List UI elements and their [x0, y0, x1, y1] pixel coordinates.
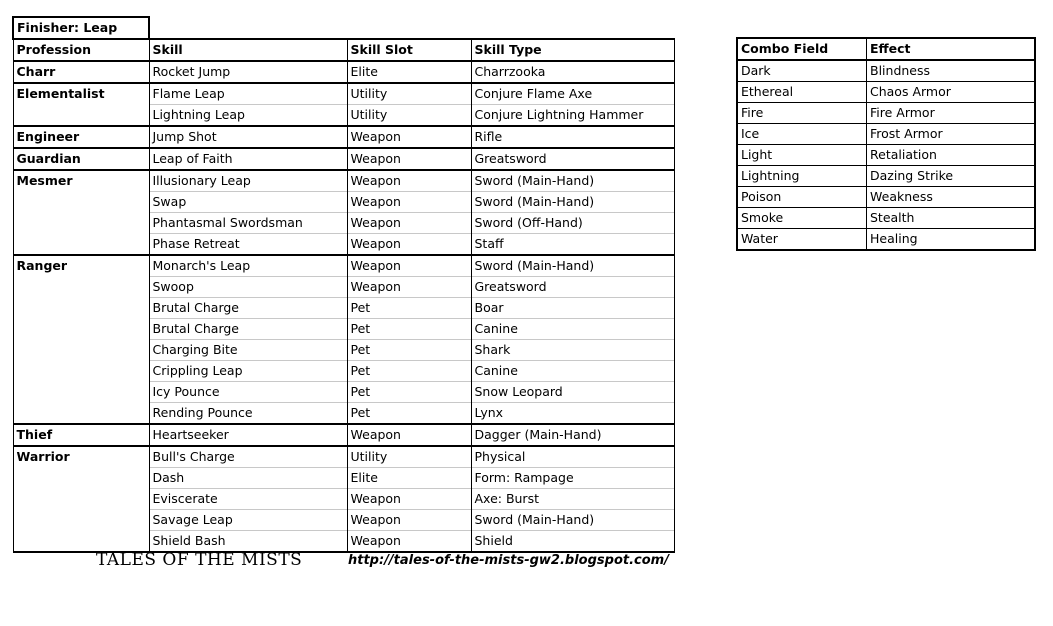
combo-field-cell: Ethereal: [737, 82, 867, 103]
skill-type-cell: Sword (Main-Hand): [471, 510, 674, 531]
combo-row: [737, 166, 1035, 187]
effect-cell: Blindness: [867, 60, 1036, 82]
skill-slot-cell: Weapon: [347, 255, 471, 277]
skill-slot-cell: Weapon: [347, 277, 471, 298]
skill-slot-cell: Utility: [347, 83, 471, 105]
skill-slot-cell: Weapon: [347, 531, 471, 553]
skill-cell: Eviscerate: [149, 489, 347, 510]
effect-cell: Weakness: [867, 187, 1036, 208]
combo-field-cell: Ice: [737, 124, 867, 145]
site-url[interactable]: http://tales-of-the-mists-gw2.blogspot.com/: [348, 553, 669, 568]
skill-slot-cell: Elite: [347, 61, 471, 83]
profession-cell: Elementalist: [13, 83, 149, 105]
skill-type-cell: Sword (Main-Hand): [471, 255, 674, 277]
table-row: [13, 192, 674, 213]
profession-cell: Mesmer: [13, 170, 149, 192]
combo-field-cell: Water: [737, 229, 867, 251]
table-row: [13, 234, 674, 256]
skill-type-cell: Lynx: [471, 403, 674, 425]
skill-slot-cell: Weapon: [347, 126, 471, 148]
tales-of-the-mists-logo: TALES OF THE MISTS: [96, 550, 303, 570]
skill-slot-cell: Weapon: [347, 192, 471, 213]
skill-slot-cell: Utility: [347, 105, 471, 127]
table-title: Finisher: Leap: [13, 17, 149, 39]
skill-type-cell: Canine: [471, 361, 674, 382]
effect-cell: Fire Armor: [867, 103, 1036, 124]
header-profession: Profession: [13, 39, 149, 61]
combo-row: [737, 208, 1035, 229]
header-skill-slot: Skill Slot: [347, 39, 471, 61]
skill-cell: Swap: [149, 192, 347, 213]
skill-type-cell: Sword (Off-Hand): [471, 213, 674, 234]
skill-slot-cell: Weapon: [347, 510, 471, 531]
table-row: [13, 170, 674, 192]
header-skill: Skill: [149, 39, 347, 61]
skill-cell: Brutal Charge: [149, 319, 347, 340]
combo-field-cell: Dark: [737, 60, 867, 82]
combo-row: [737, 145, 1035, 166]
skill-cell: Phantasmal Swordsman: [149, 213, 347, 234]
header-row: [13, 39, 674, 61]
profession-cell-empty: [13, 277, 149, 298]
header-effect: Effect: [867, 38, 1036, 60]
skill-type-cell: Snow Leopard: [471, 382, 674, 403]
skill-cell: Bull's Charge: [149, 446, 347, 468]
table-row: [13, 83, 674, 105]
profession-cell-empty: [13, 213, 149, 234]
combo-row: [737, 82, 1035, 103]
skill-type-cell: Physical: [471, 446, 674, 468]
table-row: [13, 489, 674, 510]
profession-cell: Warrior: [13, 446, 149, 468]
table-row: [13, 382, 674, 403]
effect-cell: Retaliation: [867, 145, 1036, 166]
profession-cell-empty: [13, 489, 149, 510]
table-row: [13, 126, 674, 148]
skill-type-cell: Canine: [471, 319, 674, 340]
table-title-row: [13, 17, 674, 39]
skill-cell: Crippling Leap: [149, 361, 347, 382]
skill-cell: Jump Shot: [149, 126, 347, 148]
skill-type-cell: Conjure Lightning Hammer: [471, 105, 674, 127]
table-row: [13, 361, 674, 382]
skill-type-cell: Shark: [471, 340, 674, 361]
combo-field-cell: Light: [737, 145, 867, 166]
skill-slot-cell: Weapon: [347, 234, 471, 256]
profession-cell-empty: [13, 531, 149, 553]
skill-type-cell: Charrzooka: [471, 61, 674, 83]
combo-field-cell: Lightning: [737, 166, 867, 187]
profession-cell: Engineer: [13, 126, 149, 148]
skill-slot-cell: Weapon: [347, 213, 471, 234]
skill-cell: Phase Retreat: [149, 234, 347, 256]
profession-cell-empty: [13, 340, 149, 361]
combo-field-cell: Smoke: [737, 208, 867, 229]
profession-cell-empty: [13, 234, 149, 256]
skill-cell: Flame Leap: [149, 83, 347, 105]
profession-cell-empty: [13, 298, 149, 319]
combo-row: [737, 229, 1035, 251]
skill-type-cell: Axe: Burst: [471, 489, 674, 510]
table-row: [13, 105, 674, 127]
skill-cell: Brutal Charge: [149, 298, 347, 319]
skill-slot-cell: Pet: [347, 340, 471, 361]
skill-cell: Lightning Leap: [149, 105, 347, 127]
skill-cell: Illusionary Leap: [149, 170, 347, 192]
skill-slot-cell: Weapon: [347, 424, 471, 446]
skill-slot-cell: Utility: [347, 446, 471, 468]
skill-slot-cell: Pet: [347, 319, 471, 340]
combo-field-table: [736, 37, 1036, 251]
skill-type-cell: Sword (Main-Hand): [471, 170, 674, 192]
skill-type-cell: Form: Rampage: [471, 468, 674, 489]
combo-row: [737, 103, 1035, 124]
skill-cell: Leap of Faith: [149, 148, 347, 170]
effect-cell: Healing: [867, 229, 1036, 251]
table-row: [13, 255, 674, 277]
profession-cell-empty: [13, 403, 149, 425]
skill-cell: Rending Pounce: [149, 403, 347, 425]
skill-slot-cell: Weapon: [347, 148, 471, 170]
skill-type-cell: Conjure Flame Axe: [471, 83, 674, 105]
skill-cell: Rocket Jump: [149, 61, 347, 83]
profession-cell-empty: [13, 105, 149, 127]
table-row: [13, 148, 674, 170]
skill-cell: Icy Pounce: [149, 382, 347, 403]
profession-cell: Charr: [13, 61, 149, 83]
skill-cell: Heartseeker: [149, 424, 347, 446]
profession-cell-empty: [13, 361, 149, 382]
skill-cell: Swoop: [149, 277, 347, 298]
profession-cell-empty: [13, 510, 149, 531]
profession-cell-empty: [13, 319, 149, 340]
finisher-leap-table: [12, 16, 675, 553]
skill-cell: Shield Bash: [149, 531, 347, 553]
skill-slot-cell: Elite: [347, 468, 471, 489]
profession-cell: Thief: [13, 424, 149, 446]
skill-type-cell: Boar: [471, 298, 674, 319]
skill-slot-cell: Pet: [347, 382, 471, 403]
table-row: [13, 340, 674, 361]
table-row: [13, 468, 674, 489]
combo-field-cell: Poison: [737, 187, 867, 208]
skill-slot-cell: Pet: [347, 403, 471, 425]
table-row: [13, 319, 674, 340]
table-row: [13, 277, 674, 298]
effect-cell: Stealth: [867, 208, 1036, 229]
skill-slot-cell: Weapon: [347, 170, 471, 192]
skill-type-cell: Dagger (Main-Hand): [471, 424, 674, 446]
table-row: [13, 531, 674, 553]
skill-cell: Monarch's Leap: [149, 255, 347, 277]
effect-cell: Chaos Armor: [867, 82, 1036, 103]
skill-cell: Savage Leap: [149, 510, 347, 531]
skill-type-cell: Greatsword: [471, 277, 674, 298]
combo-header-row: [737, 38, 1035, 60]
table-row: [13, 510, 674, 531]
profession-cell-empty: [13, 382, 149, 403]
skill-slot-cell: Weapon: [347, 489, 471, 510]
table-row: [13, 298, 674, 319]
skill-type-cell: Sword (Main-Hand): [471, 192, 674, 213]
header-combo-field: Combo Field: [737, 38, 867, 60]
table-row: [13, 424, 674, 446]
skill-cell: Charging Bite: [149, 340, 347, 361]
combo-row: [737, 187, 1035, 208]
table-row: [13, 61, 674, 83]
combo-row: [737, 124, 1035, 145]
combo-field-cell: Fire: [737, 103, 867, 124]
skill-slot-cell: Pet: [347, 298, 471, 319]
header-skill-type: Skill Type: [471, 39, 674, 61]
profession-cell: Ranger: [13, 255, 149, 277]
skill-cell: Dash: [149, 468, 347, 489]
table-row: [13, 213, 674, 234]
effect-cell: Dazing Strike: [867, 166, 1036, 187]
combo-row: [737, 60, 1035, 82]
profession-cell: Guardian: [13, 148, 149, 170]
table-row: [13, 403, 674, 425]
skill-slot-cell: Pet: [347, 361, 471, 382]
effect-cell: Frost Armor: [867, 124, 1036, 145]
profession-cell-empty: [13, 468, 149, 489]
skill-type-cell: Staff: [471, 234, 674, 256]
skill-type-cell: Shield: [471, 531, 674, 553]
skill-type-cell: Greatsword: [471, 148, 674, 170]
skill-type-cell: Rifle: [471, 126, 674, 148]
profession-cell-empty: [13, 192, 149, 213]
table-row: [13, 446, 674, 468]
